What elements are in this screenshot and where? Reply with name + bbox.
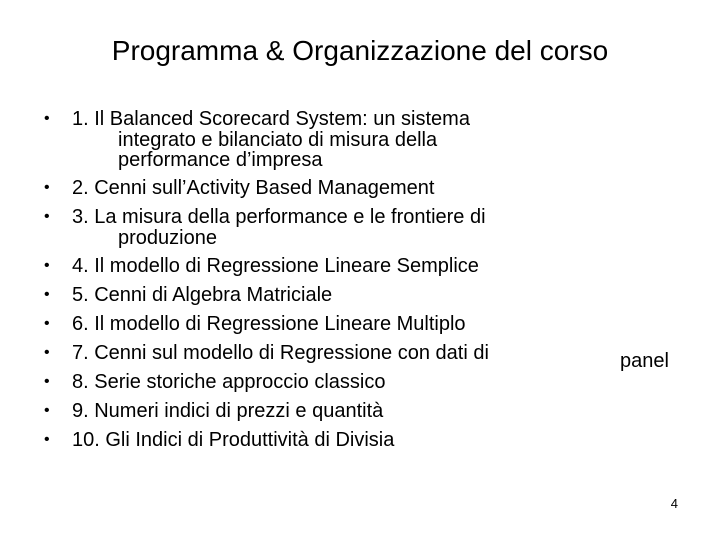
item-text: 1. Il Balanced Scorecard System: un sistema — [72, 108, 470, 130]
bullet-icon: • — [44, 257, 50, 274]
bullet-list — [44, 108, 704, 458]
item-text: 6. Il modello di Regressione Lineare Multiplo — [72, 313, 466, 335]
list-item — [44, 313, 704, 335]
item-text: 2. Cenni sull’Activity Based Management — [72, 177, 435, 199]
item-text: 9. Numeri indici di prezzi e quantità — [72, 400, 384, 422]
item-text-continuation: produzione — [118, 227, 217, 249]
item-text: 8. Serie storiche approccio classico — [72, 371, 386, 393]
bullet-icon: • — [44, 179, 50, 196]
list-item — [44, 342, 704, 364]
list-item — [44, 429, 704, 451]
item-text: 3. La misura della performance e le frontiere di — [72, 206, 486, 228]
item-text: 4. Il modello di Regressione Lineare Semplice — [72, 255, 479, 277]
list-item — [44, 400, 704, 422]
list-item — [44, 177, 704, 199]
page-number: 4 — [670, 496, 678, 511]
item-text: 7. Cenni sul modello di Regressione con dati di — [72, 342, 489, 364]
item-text-continuation: performance d’impresa — [118, 149, 323, 171]
list-item — [44, 206, 704, 248]
bullet-icon: • — [44, 315, 50, 332]
bullet-icon: • — [44, 208, 50, 225]
bullet-icon: • — [44, 110, 50, 127]
bullet-icon: • — [44, 402, 50, 419]
bullet-icon: • — [44, 431, 50, 448]
bullet-icon: • — [44, 373, 50, 390]
bullet-icon: • — [44, 344, 50, 361]
item-text: 10. Gli Indici di Produttività di Divisia — [72, 429, 395, 451]
list-item — [44, 284, 704, 306]
detached-word-panel: panel — [620, 350, 669, 372]
list-item — [44, 255, 704, 277]
item-text: 5. Cenni di Algebra Matriciale — [72, 284, 333, 306]
list-item — [44, 108, 704, 170]
list-item — [44, 371, 704, 393]
slide-title: Programma & Organizzazione del corso — [111, 35, 609, 66]
bullet-icon: • — [44, 286, 50, 303]
item-text-continuation: integrato e bilanciato di misura della — [118, 129, 438, 151]
